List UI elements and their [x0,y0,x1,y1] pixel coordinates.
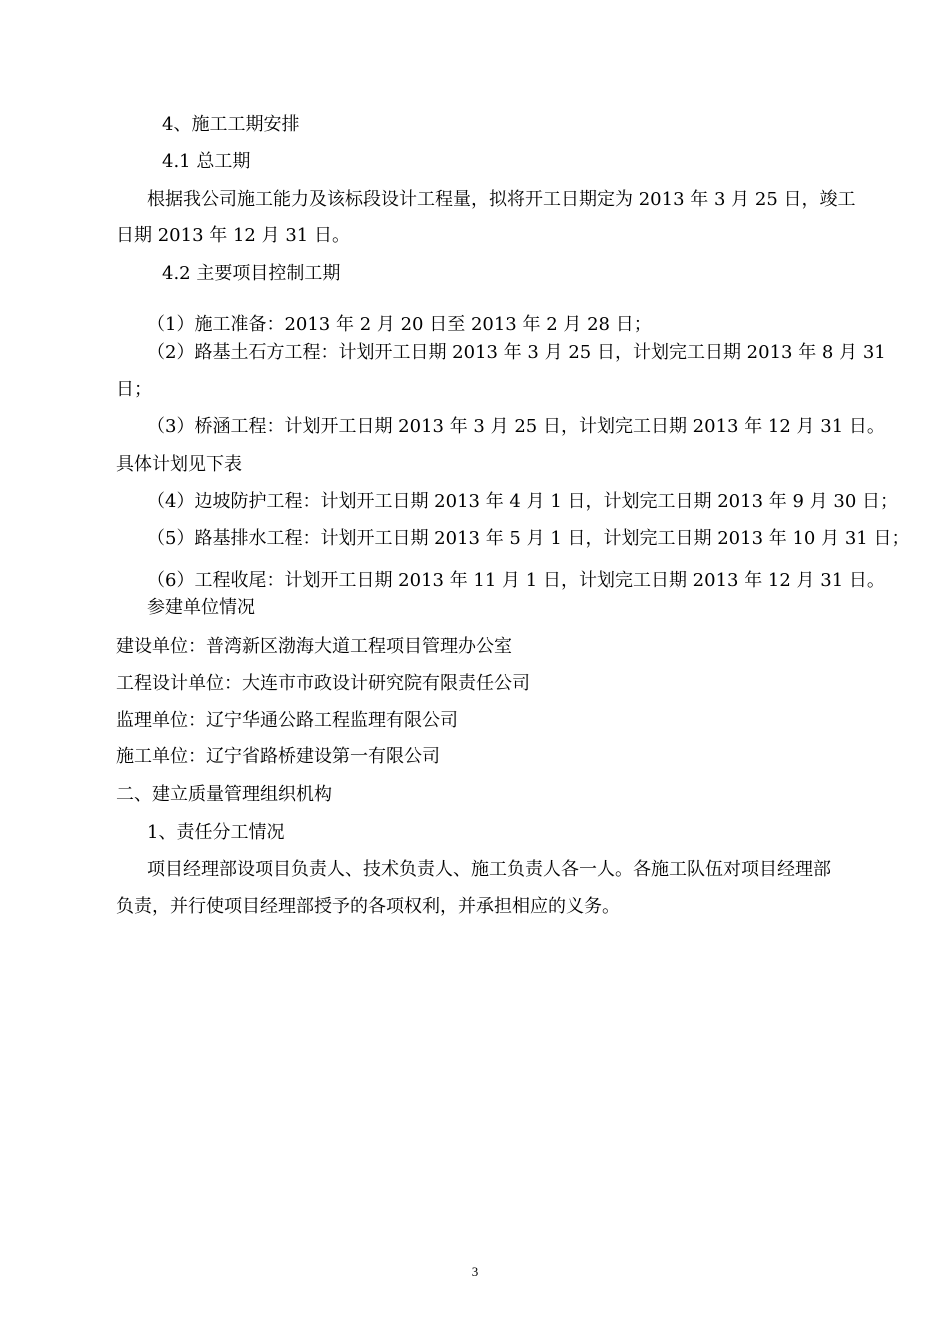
section-heading-quality: 二、建立质量管理组织机构 [116,784,332,805]
list-item: （3）桥涵工程：计划开工日期 2013 年 3 月 25 日，计划完工日期 2013 年 12 月 31 日。 [147,416,885,437]
list-item: （2）路基土石方工程：计划开工日期 2013 年 3 月 25 日，计划完工日期 2013 年 8 月 31 [147,342,886,363]
list-item: （1）施工准备：2013 年 2 月 20 日至 2013 年 2 月 28 日； [147,314,652,335]
subsection-heading-responsibility: 1、责任分工情况 [147,822,285,843]
subsection-heading-control-schedule: 4.2 主要项目控制工期 [162,263,341,284]
paragraph-line: 根据我公司施工能力及该标段设计工程量，拟将开工日期定为 2013 年 3 月 25 日，竣工 [147,189,856,210]
participant-line: 建设单位：普湾新区渤海大道工程项目管理办公室 [116,636,512,657]
subsection-heading-total-duration: 4.1 总工期 [162,151,251,172]
participant-line: 施工单位：辽宁省路桥建设第一有限公司 [116,746,440,767]
paragraph-line: 具体计划见下表 [116,454,242,475]
section-heading-schedule: 4、施工工期安排 [162,114,300,135]
paragraph-line: 日期 2013 年 12 月 31 日。 [116,225,350,246]
list-item-continuation: 日； [116,379,152,400]
participant-line: 监理单位：辽宁华通公路工程监理有限公司 [116,710,458,731]
subsection-heading-participants: 参建单位情况 [147,597,255,618]
list-item: （5）路基排水工程：计划开工日期 2013 年 5 月 1 日，计划完工日期 2013 年 10 月 31 日； [147,528,910,549]
list-item: （4）边坡防护工程：计划开工日期 2013 年 4 月 1 日，计划完工日期 2013 年 9 月 30 日； [147,491,898,512]
paragraph-line: 负责，并行使项目经理部授予的各项权利，并承担相应的义务。 [116,896,620,917]
list-item: （6）工程收尾：计划开工日期 2013 年 11 月 1 日，计划完工日期 2013 年 12 月 31 日。 [147,570,885,591]
participant-line: 工程设计单位：大连市市政设计研究院有限责任公司 [116,673,530,694]
paragraph-line: 项目经理部设项目负责人、技术负责人、施工负责人各一人。各施工队伍对项目经理部 [147,859,831,880]
page-number: 3 [471,1264,479,1279]
